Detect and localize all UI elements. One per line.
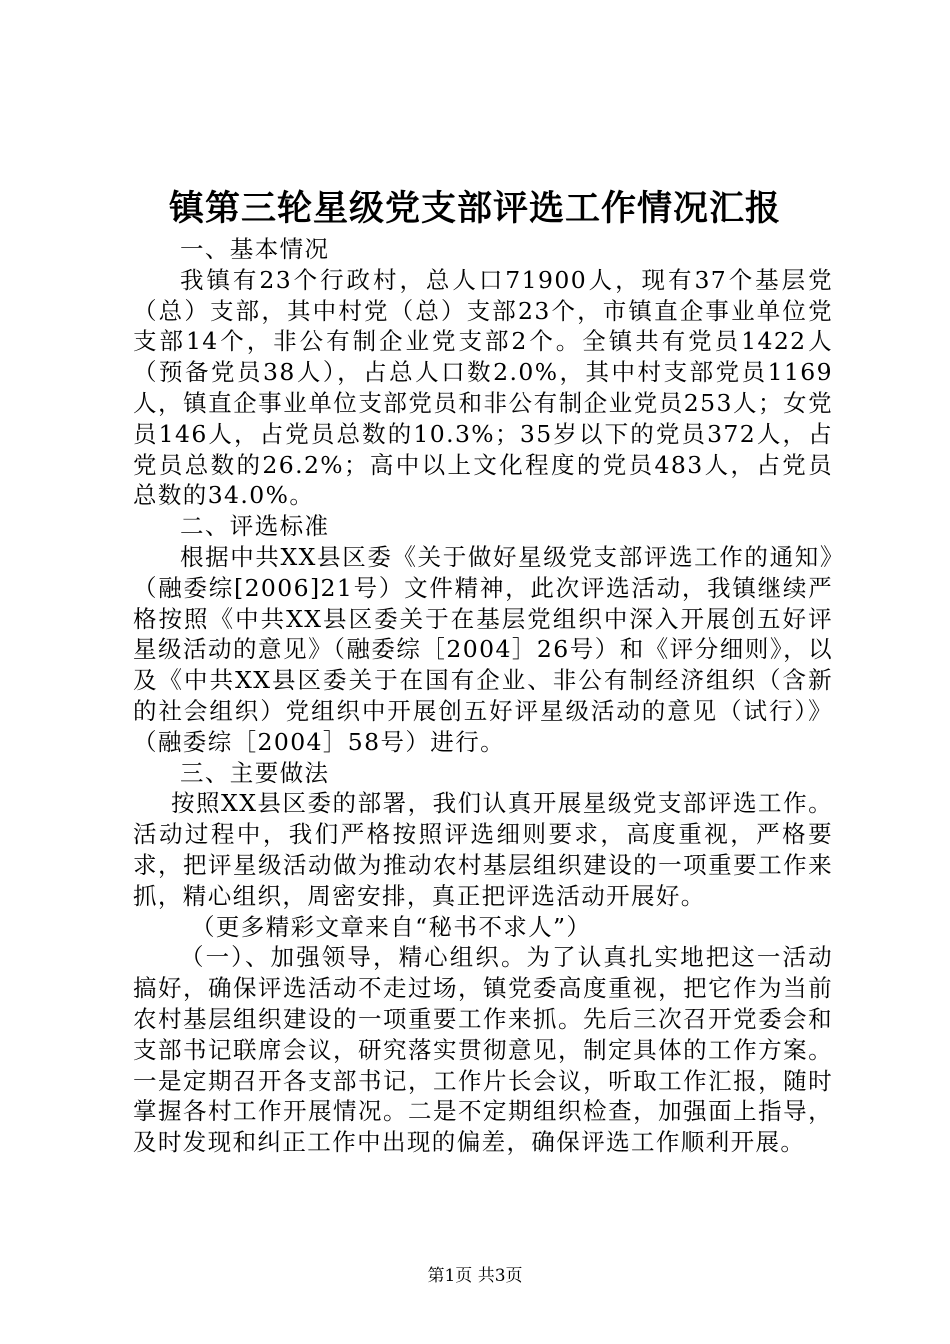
section-heading-main-practices: 三、主要做法 [180,758,330,787]
source-note: （更多精彩文章来自“秘书不求人”） [191,912,592,941]
page-footer: 第1页 共3页 [427,1266,523,1286]
document-title: 镇第三轮星级党支部评选工作情况汇报 [168,188,781,229]
paragraph-basic-info: 我镇有23个行政村，总人口71900人，现有37个基层党（总）支部，其中村党（总）支部23个，市镇直企事业单位党支部14个，非公有制企业党支部2个。全镇共有党员1422人（预备党员38人），占总人口数2.0%，其中村支部党员1169人，镇直企事业单位支部党员和非公有制企业党员253人；女党员146人，占党员总数的10.3%；35岁以下的党员372人，占党员总数的26.2%；高中以上文化程度的党员483人，占党员总数的34.0%。 [133,265,833,510]
paragraph-leadership: （一）、加强领导，精心组织。为了认真扎实地把这一活动搞好，确保评选活动不走过场，镇党委高度重视，把它作为当前农村基层组织建设的一项重要工作来抓。先后三次召开党委会和支部书记联席会议，研究落实贯彻意见，制定具体的工作方案。一是定期召开各支部书记，工作片长会议，听取工作汇报，随时掌握各村工作开展情况。二是不定期组织检查，加强面上指导，及时发现和纠正工作中出现的偏差，确保评选工作顺利开展。 [133,943,833,1157]
paragraph-criteria: 根据中共XX县区委《关于做好星级党支部评选工作的通知》（融委综[2006]21号）文件精神，此次评选活动，我镇继续严格按照《中共XX县区委关于在基层党组织中深入开展创五好评星级活动的意见》（融委综［2004］26号）和《评分细则》，以及《中共XX县区委关于在国有企业、非公有制经济组织（含新的社会组织）党组织中开展创五好评星级活动的意见（试行）》（融委综［2004］58号）进行。 [133,542,833,756]
section-heading-criteria: 二、评选标准 [180,512,330,541]
paragraph-main-practices: 按照XX县区委的部署，我们认真开展星级党支部评选工作。活动过程中，我们严格按照评选细则要求，高度重视，严格要求，把评星级活动做为推动农村基层组织建设的一项重要工作来抓，精心组织，周密安排，真正把评选活动开展好。 [133,789,833,910]
section-heading-basic-info: 一、基本情况 [180,235,330,263]
document-body [133,234,833,1158]
